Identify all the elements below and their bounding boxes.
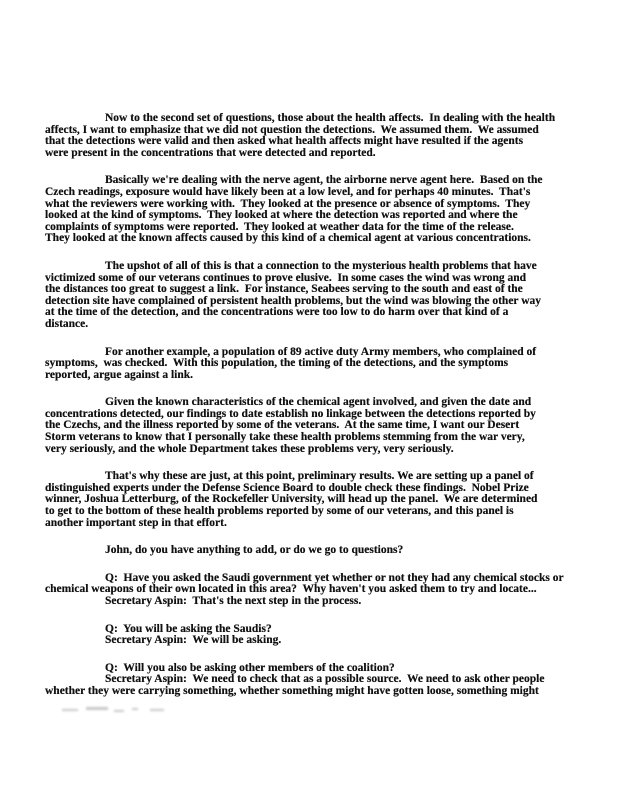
text-line: complaints of symptoms were reported. They looked at weather data for the time of the release. (45, 220, 514, 233)
text-line: another important step in that effort. (45, 516, 227, 529)
text-line: Storm veterans to know that I personally take these health problems stemming from the war very, (45, 431, 525, 444)
paragraph-block (45, 471, 585, 529)
text-line: For another example, a population of 89 active duty Army members, who complained of (105, 345, 537, 358)
text-line: that the detections were valid and then asked what health affects might have resulted if the agents (45, 135, 524, 148)
paragraph-block (45, 397, 585, 455)
text-line: very seriously, and the whole Department takes these problems very, very seriously. (45, 442, 454, 455)
paragraph-block (45, 175, 585, 245)
text-line: the Czechs, and the illness reported by some of the veterans. At the same time, I want our Desert (45, 419, 520, 432)
text-line: concentrations detected, our findings to date establish no linkage between the detections reported by (45, 407, 536, 420)
scan-smudge-artifact (62, 706, 167, 714)
text-line: John, do you have anything to add, or do we go to questions? (105, 544, 404, 557)
text-line: were present in the concentrations that were detected and reported. (45, 146, 376, 159)
paragraph-block (45, 113, 585, 159)
text-line: Q: Have you asked the Saudi government yet whether or not they had any chemical stocks or (105, 571, 564, 584)
text-line: what the reviewers were working with. They looked at the presence or absence of symptoms. They (45, 197, 531, 210)
text-line: Q: You will be asking the Saudis? (105, 622, 272, 635)
text-line: winner, Joshua Letterburg, of the Rockefeller University, will head up the panel. We are determined (45, 493, 538, 506)
text-line: reported, argue against a link. (45, 368, 194, 381)
text-line: Secretary Aspin: That's the next step in the process. (105, 595, 362, 607)
paragraph-block (45, 624, 585, 647)
text-line: affects, I want to emphasize that we did not question the detections. We assumed them. We assumed (45, 123, 539, 136)
text-line: whether they were carrying something, whether something might have gotten loose, something might (45, 684, 539, 697)
text-line: to get to the bottom of these health problems reported by some of our veterans, and this panel is (45, 505, 514, 518)
text-line: Czech readings, exposure would have likely been at a low level, and for perhaps 40 minutes. That's (45, 185, 531, 198)
text-line: distinguished experts under the Defense Science Board to double check these findings. Nobel Prize (45, 481, 529, 494)
paragraph-block (45, 663, 585, 698)
text-line: Secretary Aspin: We will be asking. (105, 634, 282, 647)
paragraph-block (45, 261, 585, 331)
text-line: That's why these are just, at this point, preliminary results. We are setting up a panel of (105, 470, 534, 483)
text-line: Basically we're dealing with the nerve agent, the airborne nerve agent here. Based on the (105, 174, 543, 187)
text-line: The upshot of all of this is that a connection to the mysterious health problems that have (105, 259, 537, 272)
paragraph-block (45, 545, 585, 557)
paragraph-block (45, 347, 585, 382)
paragraph-block (45, 573, 585, 608)
text-line: They looked at the known affects caused by this kind of a chemical agent at various concentrations. (45, 232, 531, 245)
text-line: distance. (45, 317, 89, 330)
text-line: Secretary Aspin: We need to check that as a possible source. We need to ask other people (105, 673, 545, 686)
text-line: the distances too great to suggest a link. For instance, Seabees serving to the south and east of the (45, 283, 523, 296)
text-line: chemical weapons of their own located in this area? Why haven't you asked them to try and locate... (45, 583, 537, 596)
text-line: detection site have complained of persistent health problems, but the wind was blowing the other way (45, 294, 541, 307)
text-line: looked at the kind of symptoms. They looked at where the detection was reported and where the (45, 209, 518, 222)
text-line: Now to the second set of questions, those about the health affects. In dealing with the health (105, 112, 556, 124)
text-line: symptoms, was checked. With this population, the timing of the detections, and the symptoms (45, 357, 509, 370)
text-line: Given the known characteristics of the chemical agent involved, and given the date and (105, 396, 532, 409)
text-line: Q: Will you also be asking other members of the coalition? (105, 661, 395, 674)
text-line: at the time of the detection, and the concentrations were too low to do harm over that kind of a (45, 306, 509, 319)
document-text (45, 113, 585, 698)
text-line: victimized some of our veterans continues to prove elusive. In some cases the wind was wrong and (45, 271, 527, 284)
